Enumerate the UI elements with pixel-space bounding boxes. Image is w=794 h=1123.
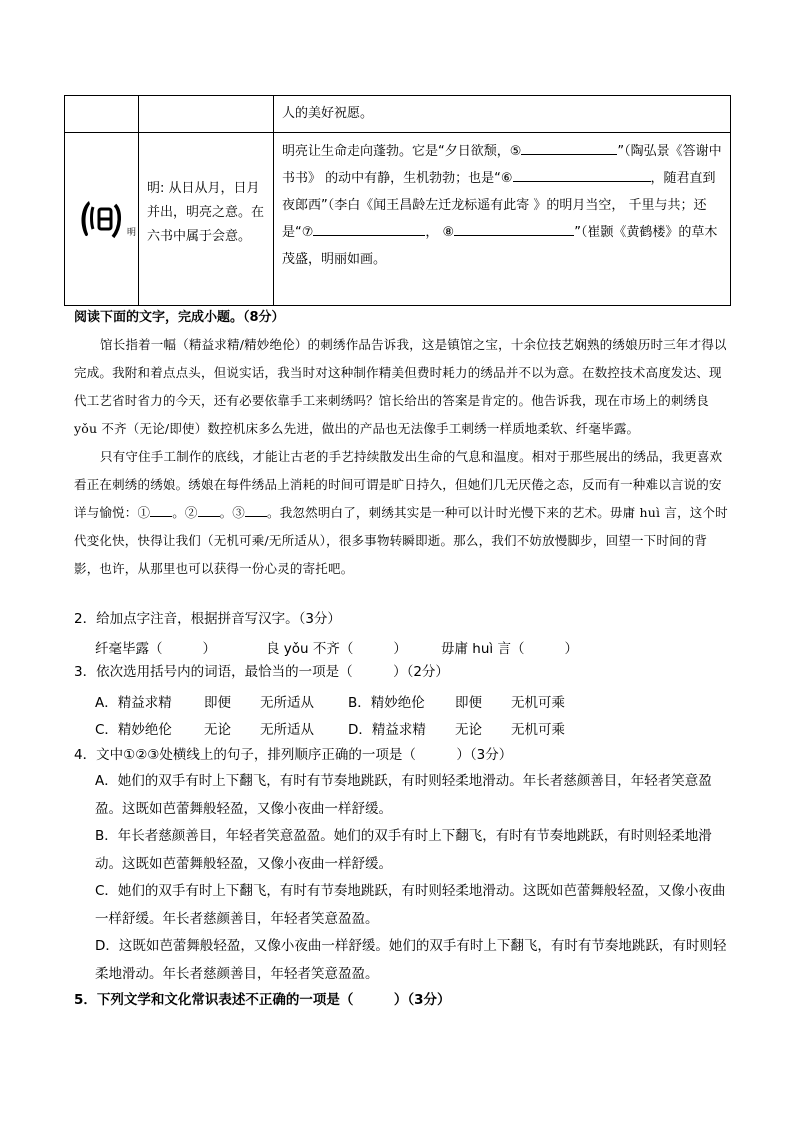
answer-blank-5[interactable] [521,140,617,155]
q3-option-d[interactable]: D．精益求精 无论 无机可乘 [348,722,565,738]
passage-paragraph-1: 馆长指着一幅（精益求精/精妙绝伦）的刺绣作品告诉我，这是镇馆之宝，十余位技艺娴熟的绣娘历时三年才得以完成。我附和着点点头，但说实话，我当时对这种制作精美但费时耗力的绣品并不以为意。在数控技术高度发达、现代工艺省时省力的今天，还有必要依靠手工来刺绣吗？馆长给出的答案是肯定的。他告诉我，现在市场上的刺绣良 yǒu 不齐（无论/即使）数控机床多么先进，做出的产品也无法像手工刺绣一样质地柔软、纤毫毕露。 [74,337,727,436]
answer-blank-8[interactable] [454,221,574,236]
answer-blank-6[interactable] [513,167,651,182]
table-cell-empty [139,96,274,133]
verse-cell [274,133,731,306]
q4-option-d[interactable]: D．这既如芭蕾舞般轻盈，又像小夜曲一样舒缓。她们的双手有时上下翻飞，有时有节奏地跳跃，有时则轻柔地滑动。年长者慈颜善目，年轻者笑意盈盈。 [95,938,727,982]
q2-item-3: 毋庸 huì 言（ ） [441,641,578,657]
table-cell-text [274,96,731,133]
table-row [65,96,731,133]
passage-blank-2[interactable] [198,502,220,517]
table-row [65,133,731,306]
verse-text: 明亮让生命走向蓬勃。它是“夕日欲颓，⑤ ”（陶弘景《答谢中书书》 的动中有静，生机勃勃；也是“⑥ ，随君直到夜郎西”（李白《闻王昌龄左迁龙标遥有此寄 》的明月当空， 千里与共；还是“⑦ ， ⑧ ”（崔颢《黄鹤楼》的草木茂盛，明丽如画。 [274,133,730,273]
answer-blank-7[interactable] [313,221,425,236]
q4-option-b[interactable]: B．年长者慈颜善目，年轻者笑意盈盈。她们的双手有时上下翻飞，有时有节奏地跳跃，有时则轻柔地滑动。这既如芭蕾舞般轻盈，又像小夜曲一样舒缓。 [95,828,712,872]
row1-text: 人的美好祝愿。 [282,106,374,121]
q3-option-c[interactable]: C．精妙绝伦 无论 无所适从 [95,722,314,738]
q2-item-2: 良 yǒu 不齐（ ） [266,641,407,657]
glyph-cell [65,133,139,306]
reading-heading: 阅读下面的文字，完成小题。（8分） [74,310,285,325]
passage-blank-1[interactable] [150,502,172,517]
vocab-table [64,95,731,306]
q2-item-1: 纤毫毕露（ ） [95,641,216,657]
explanation-cell [139,133,274,306]
passage-paragraph-2: 只有守住手工制作的底线，才能让古老的手艺持续散发出生命的气息和温度。相对于那些展出的绣品，我更喜欢看正在刺绣的绣娘。绣娘在每件绣品上消耗的时间可谓是旷日持久，但她们几无厌倦之态，反而有一种难以言说的安详与愉悦：① 。② 。③ 。我忽然明白了，刺绣其实是一种可以计时光慢下来的艺术。毋庸 huì 言，这个时代变化快，快得让我们（无机可乘/无所适从），很多事物转瞬即逝。那么，我们不妨放慢脚步，回望一下时间的背影，也许，从那里也可以获得一份心灵的寄托吧。 [74,449,728,576]
question-2-stem: 2．给加点字注音，根据拼音写汉字。（3分） [74,611,341,627]
q4-option-a[interactable]: A．她们的双手有时上下翻飞，有时有节奏地跳跃，有时则轻柔地滑动。年长者慈颜善目，年轻者笑意盈盈。这既如芭蕾舞般轻盈，又像小夜曲一样舒缓。 [95,773,712,817]
question-4-stem: 4．文中①②③处横线上的句子，排列顺序正确的一项是（ ）（3分） [74,747,513,763]
passage-blank-3[interactable] [245,502,267,517]
ancient-ming-glyph-icon [77,193,127,243]
q4-option-c[interactable]: C．她们的双手有时上下翻飞，有时有节奏地跳跃，有时则轻柔地滑动。这既如芭蕾舞般轻盈，又像小夜曲一样舒缓。年长者慈颜善目，年轻者笑意盈盈。 [95,883,726,927]
glyph-explanation: 明: 从日从月，日月并出，明亮之意。在六书中属于会意。 [147,181,265,244]
q3-option-b[interactable]: B．精妙绝伦 即便 无机可乘 [348,695,565,711]
table-cell-empty [65,96,139,133]
question-5-stem: 5．下列文学和文化常识表述不正确的一项是（ ）（3分） [74,992,451,1008]
q3-option-a[interactable]: A．精益求精 即便 无所适从 [95,695,314,711]
glyph-label: 明 [127,228,137,238]
reading-section [74,306,730,583]
question-3-stem: 3．依次选用括号内的词语，最恰当的一项是（ ）（2分） [74,664,449,680]
